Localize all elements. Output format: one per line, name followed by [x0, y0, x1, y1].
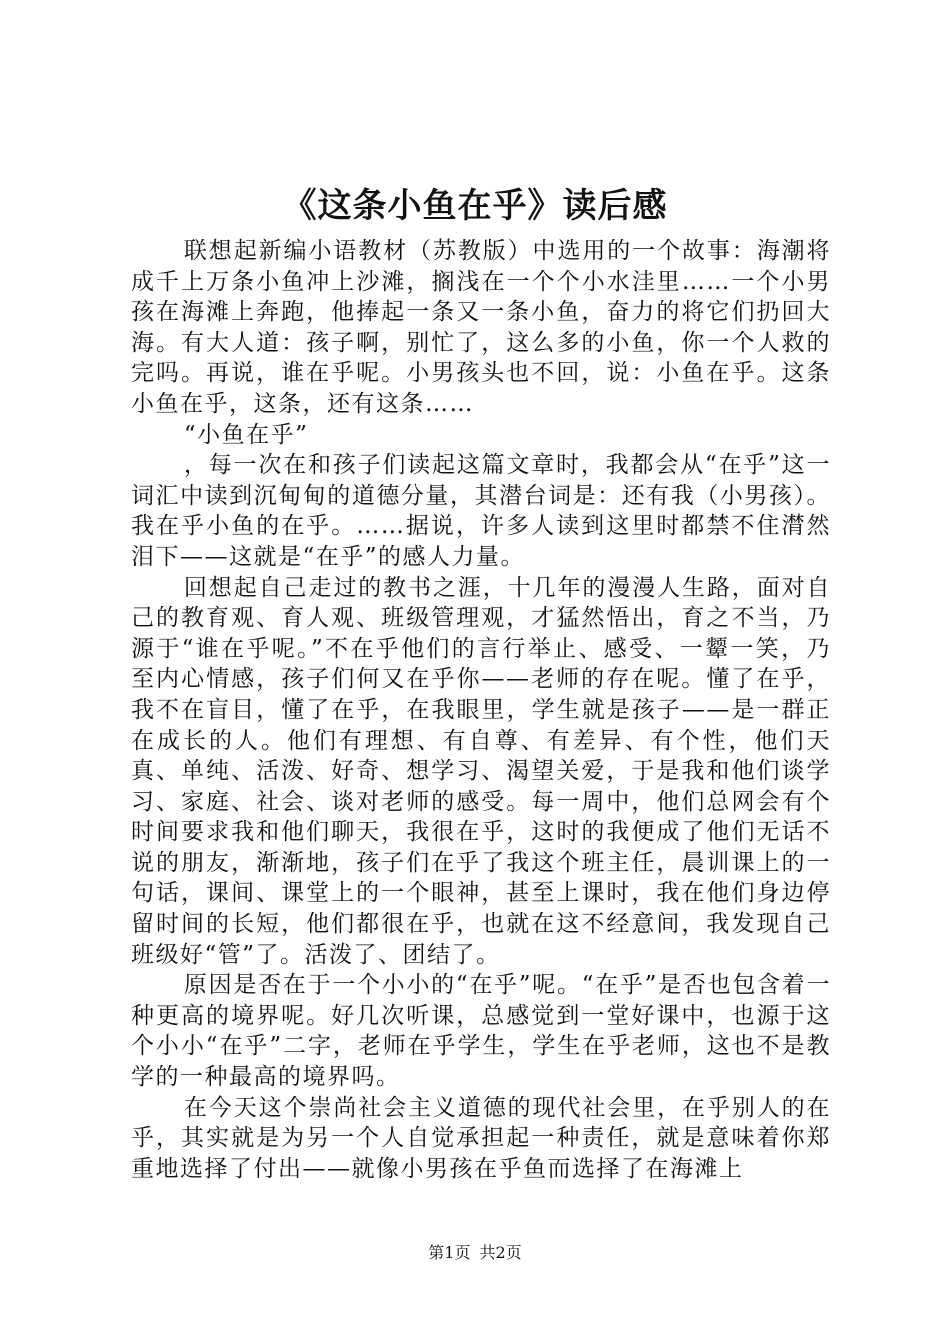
paragraph: ，每一次在和孩子们读起这篇文章时，我都会从“在乎”这一词汇中读到沉甸甸的道德分量，其潜台词是：还有我（小男孩）。我在乎小鱼的在乎。……据说，许多人读到这里时都禁不住潸然泪下——这就是“在乎”的感人力量。: [131, 452, 831, 570]
paragraph: 回想起自己走过的教书之涯，十几年的漫漫人生路，面对自己的教育观、育人观、班级管理观，才猛然悟出，育之不当，乃源于“谁在乎呢。”不在乎他们的言行举止、感受、一颦一笑，乃至内心情感，孩子们何又在乎你——老师的存在呢。懂了在乎，我不在盲目，懂了在乎，在我眼里，学生就是孩子——是一群正在成长的人。他们有理想、有自尊、有差异、有个性，他们天真、单纯、活泼、好奇、想学习、渴望关爱，于是我和他们谈学习、家庭、社会、谈对老师的感受。每一周中，他们总网会有个时间要求我和他们聊天，我很在乎，这时的我便成了他们无话不说的朋友，渐渐地，孩子们在乎了我这个班主任，晨训课上的一句话，课间、课堂上的一个眼神，甚至上课时，我在他们身边停留时间的长短，他们都很在乎，也就在这不经意间，我发现自己班级好“管”了。活泼了、团结了。: [131, 574, 831, 968]
page-footer: [0, 1243, 950, 1263]
page-total: 共2页: [479, 1243, 522, 1262]
article-body: [131, 236, 831, 1184]
page-number: 第1页: [428, 1243, 471, 1262]
paragraph: “小鱼在乎”: [183, 421, 309, 448]
page-title: 《这条小鱼在乎》读后感: [282, 186, 668, 226]
paragraph: 原因是否在于一个小小的“在乎”呢。“在乎”是否也包含着一种更高的境界呢。好几次听课，总感觉到一堂好课中，也源于这个小小“在乎”二字，老师在乎学生，学生在乎老师，这也不是教学的一种最高的境界吗。: [131, 972, 831, 1091]
paragraph: 在今天这个崇尚社会主义道德的现代社会里，在乎别人的在乎，其实就是为另一个人自觉承担起一种责任，就是意味着你郑重地选择了付出——就像小男孩在乎鱼而选择了在海滩上: [131, 1094, 831, 1182]
paragraph: 联想起新编小语教材（苏教版）中选用的一个故事：海潮将成千上万条小鱼冲上沙滩，搁浅在一个个小水洼里……一个小男孩在海滩上奔跑，他捧起一条又一条小鱼，奋力的将它们扔回大海。有大人道：孩子啊，别忙了，这么多的小鱼，你一个人救的完吗。再说，谁在乎呢。小男孩头也不回，说：小鱼在乎。这条小鱼在乎，这条，还有这条……: [131, 238, 831, 417]
